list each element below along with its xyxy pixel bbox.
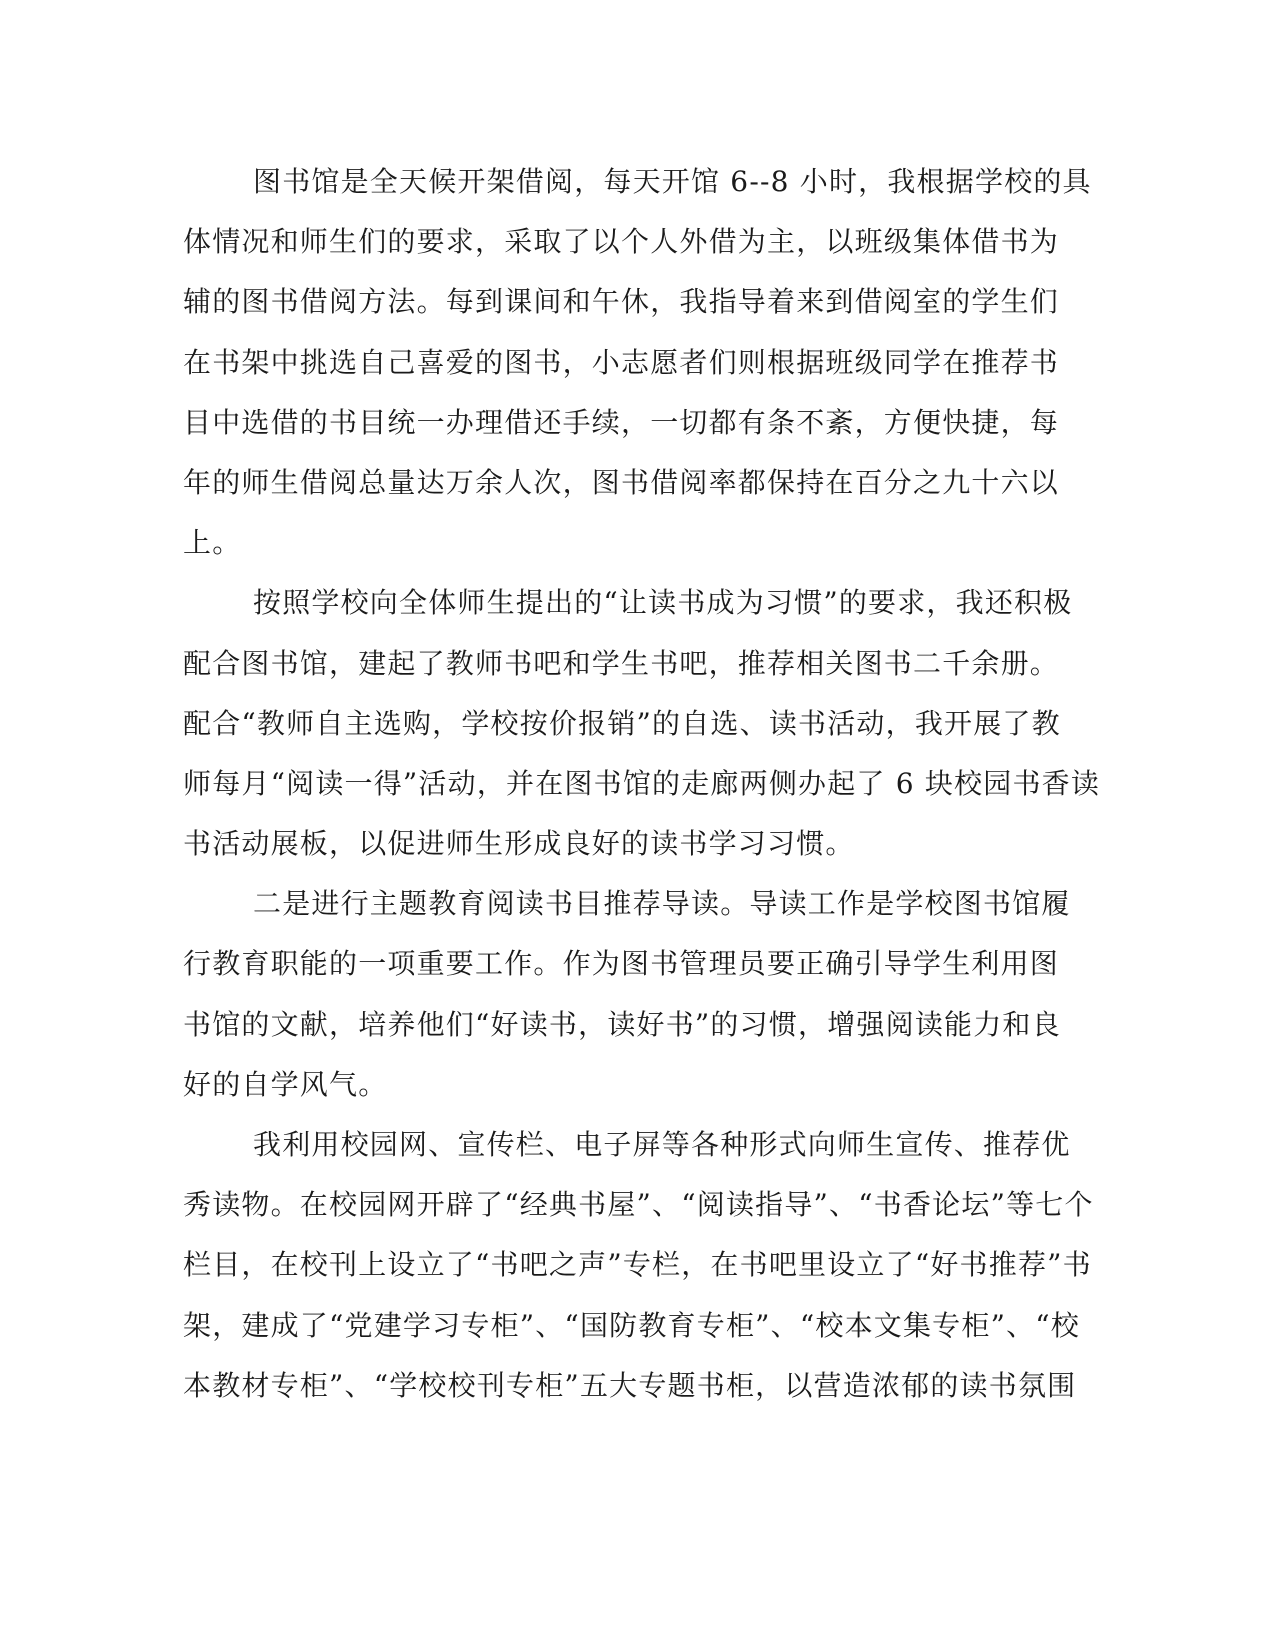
paragraph-line: 栏目，在校刊上设立了“书吧之声”专栏，在书吧里设立了“好书推荐”书 bbox=[183, 1248, 1092, 1282]
paragraph-line: 体情况和师生们的要求，采取了以个人外借为主，以班级集体借书为 bbox=[183, 225, 1060, 259]
paragraph-line: 我利用校园网、宣传栏、电子屏等各种形式向师生宣传、推荐优 bbox=[253, 1128, 1071, 1161]
document-body bbox=[183, 158, 1101, 1422]
paragraph-line: 目中选借的书目统一办理借还手续，一切都有条不紊，方便快捷，每 bbox=[183, 405, 1060, 439]
paragraph-line: 图书馆是全天候开架借阅，每天开馆 6--8 小时，我根据学校的具 bbox=[253, 165, 1092, 198]
paragraph-line: 辅的图书借阅方法。每到课间和午休，我指导着来到借阅室的学生们 bbox=[183, 285, 1060, 319]
paragraph-line: 本教材专柜”、“学校校刊专柜”五大专题书柜，以营造浓郁的读书氛围 bbox=[183, 1368, 1077, 1402]
paragraph-line: 秀读物。在校园网开辟了“经典书屋”、“阅读指导”、“书香论坛”等七个 bbox=[183, 1188, 1094, 1222]
paragraph-reading-habit bbox=[183, 579, 1101, 880]
paragraph-line: 书活动展板，以促进师生形成良好的读书学习习惯。 bbox=[183, 827, 855, 861]
paragraph-library-lending bbox=[183, 158, 1092, 579]
paragraph-line: 好的自学风气。 bbox=[183, 1067, 388, 1101]
paragraph-line: 行教育职能的一项重要工作。作为图书管理员要正确引导学生利用图 bbox=[183, 947, 1060, 981]
paragraph-line: 上。 bbox=[183, 526, 242, 560]
paragraph-line: 架，建成了“党建学习专柜”、“国防教育专柜”、“校本文集专柜”、“校 bbox=[183, 1308, 1081, 1342]
paragraph-line: 配合图书馆，建起了教师书吧和学生书吧，推荐相关图书二千余册。 bbox=[183, 646, 1060, 680]
paragraph-line: 按照学校向全体师生提出的“让读书成为习惯”的要求，我还积极 bbox=[253, 586, 1073, 620]
paragraph-line: 师每月“阅读一得”活动，并在图书馆的走廊两侧办起了 6 块校园书香读 bbox=[183, 766, 1101, 800]
paragraph-promotion bbox=[183, 1121, 1094, 1422]
paragraph-line: 年的师生借阅总量达万余人次，图书借阅率都保持在百分之九十六以 bbox=[183, 465, 1060, 499]
paragraph-line: 配合“教师自主选购，学校按价报销”的自选、读书活动，我开展了教 bbox=[183, 706, 1061, 740]
paragraph-line: 在书架中挑选自己喜爱的图书，小志愿者们则根据班级同学在推荐书 bbox=[183, 345, 1060, 379]
paragraph-line: 二是进行主题教育阅读书目推荐导读。导读工作是学校图书馆履 bbox=[253, 887, 1071, 921]
paragraph-guided-reading bbox=[183, 880, 1071, 1121]
paragraph-line: 书馆的文献，培养他们“好读书，读好书”的习惯，增强阅读能力和良 bbox=[183, 1007, 1061, 1041]
